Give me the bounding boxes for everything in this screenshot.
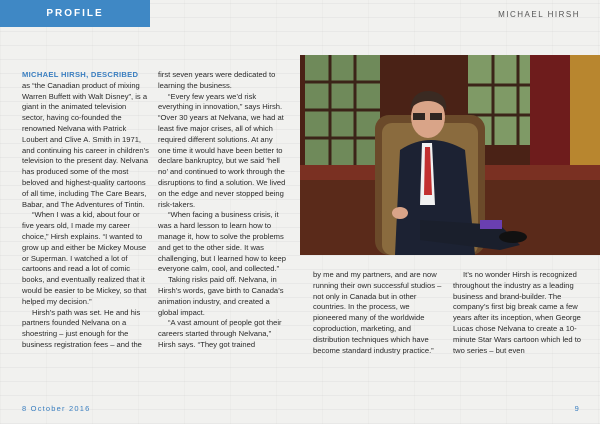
article-column-2: [158, 70, 286, 351]
paragraph: “Every few years we’d risk everything in innovation,” says Hirsh. “Over 30 years at Nelvana, we had at least five major crises, all of which required different solutions. At any one time it would have been better to declare bankruptcy, but we said ‘hell no’ and continued to work through the disruptions to find a solution. We lived on the edge and never stopped being risk-takers.: [158, 91, 286, 209]
paragraph: “A vast amount of people got their careers started through Nelvana,” Hirsh says. “They got trained: [158, 318, 282, 349]
paragraph: Hirsh’s path was set. He and his partners founded Nelvana on a shoestring – just enough for the business registration fees – and the: [22, 307, 142, 349]
article-column-1: [22, 70, 150, 351]
article-column-3: [313, 270, 443, 356]
portrait-photo: [300, 55, 600, 255]
article-column-4: [453, 270, 583, 356]
paragraph: It’s no wonder Hirsh is recognized throughout the industry as a leading business and brand-builder. The company’s first big break came a few years after its inception, when George Lucas chose Nelvana to create a 10-minute Star Wars cartoon which led to two series – but even: [453, 270, 582, 355]
page-number-left: 8 October 2016: [22, 404, 91, 413]
paragraph: Taking risks paid off. Nelvana, in Hirsh’s words, gave birth to Canada’s animation industry, and created a global impact.: [158, 275, 284, 317]
paragraph-text: as “the Canadian product of mixing Warren Buffett with Walt Disney”, is a giant in the animated television sector, having co-founded the renowned Nelvana with Patrick Loubert and Clive A. Smith in 1971, and continuing his career in children’s television to the present day. Nelvana has produced some of the most beloved and highest-quality cartoons of all time, including The Care Bears, Babar, and The Adventures of Tintin.: [22, 80, 149, 209]
paragraph: by me and my partners, and are now running their own successful studios – not only in Canada but in other countries. In the process, we pioneered many of the worldwide coproduction, marketing, and distribution techniques which have become standard industry practice.”: [313, 270, 442, 355]
lead-in: MICHAEL HIRSH, DESCRIBED: [22, 70, 139, 79]
paragraph: [22, 70, 150, 210]
paragraph: first seven years were dedicated to learning the business.: [158, 70, 276, 90]
portrait-illustration: [300, 55, 600, 255]
running-head: MICHAEL HIRSH: [498, 10, 580, 19]
paragraph: “When I was a kid, about four or five years old, I made my career choice,” Hirsh explains. “I wanted to grow up and either be Mickey Mouse or Superman. I watched a lot of cartoons and read a lot of comic books, and eventually realized that it would be easier to be Mickey, so that helped my decision.”: [22, 210, 147, 306]
section-tab: PROFILE: [0, 0, 150, 27]
paragraph: “When facing a business crisis, it was a hard lesson to learn how to manage it, how to solve the problems and get to the other side. It was challenging, but I learned how to keep everyone calm, cool, and collected.”: [158, 210, 286, 274]
page-number-right: 9: [574, 404, 580, 413]
